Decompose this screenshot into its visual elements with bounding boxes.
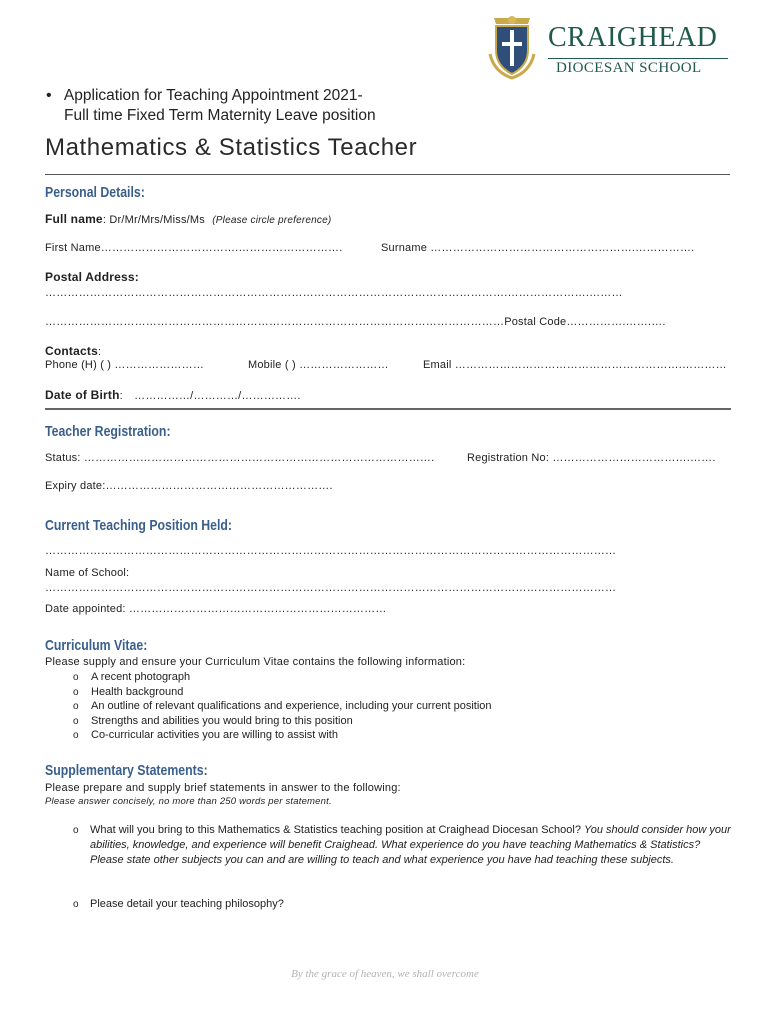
current-position-field[interactable]: ……………………………………………………………………………………………………………………………………… [45,545,617,557]
logo-subtitle: DIOCESAN SCHOOL [556,60,702,76]
dob-row[interactable]: Date of Birth: ……………/…………/……………. [45,388,301,402]
postal-address-line-1[interactable]: …………………………………………………………………………………………………………….………………….……… [45,287,623,299]
application-line-1 [46,87,363,105]
expiry-date-field[interactable]: Expiry date:……………………………………………………. [45,480,333,492]
personal-details-heading: Personal Details: [45,184,145,201]
list-item: o Strengths and abilities you would bring to this position [73,714,353,727]
list-item: o Co-curricular activities you are willing to assist with [73,729,338,742]
full-name-row[interactable]: Full name: Dr/Mr/Mrs/Miss/Ms (Please circle preference) [45,212,332,226]
application-line-2: Full time Fixed Term Maternity Leave position [64,107,376,124]
full-name-options[interactable]: Dr/Mr/Mrs/Miss/Ms [109,214,205,226]
dob-value[interactable]: ……………/…………/……………. [134,390,301,402]
school-name-field[interactable]: ……………………………………………………………………………………………………………………………………… [45,582,617,594]
contacts-label: Contacts [45,344,98,358]
list-marker-icon: o [73,715,79,727]
list-item: o Health background [73,685,184,698]
mobile-field[interactable]: Mobile ( ) …………………… [248,359,389,371]
date-appointed-field[interactable]: Date appointed: …………………………………………………………… [45,603,387,615]
list-item: o A recent photograph [73,671,191,683]
list-marker-icon: o [73,899,79,910]
question-2-text: Please detail your teaching philosophy? [90,898,284,910]
page-title: Mathematics & Statistics Teacher [45,134,418,161]
list-marker-icon: o [73,825,79,836]
question-1-guidance: You should consider how your abilities, knowledge, and experience will benefit Craighead. What experience do you have teaching Mathematics & Statistics? Please state other subjects you can and are willing to teach and what experience you have had teaching these subjects. [90,824,731,866]
dob-label: Date of Birth [45,388,120,402]
postal-address-line-2[interactable]: ……………………………………………………………………………………………………………Postal Code…………….…….…. [45,316,666,328]
logo-name: CRAIGHEAD [548,22,718,53]
supplementary-statements-heading: Supplementary Statements: [45,762,208,779]
postal-address-label: Postal Address: [45,270,139,284]
question-2 [73,897,735,912]
status-field[interactable]: Status: …………………………………………………………………………………. [45,452,435,464]
school-logo [488,14,733,82]
question-1-text: What will you bring to this Mathematics & Statistics teaching position at Craighead Diocesan School? [90,824,585,836]
supplementary-intro: Please prepare and supply brief statements in answer to the following: [45,782,401,794]
list-marker-icon: o [73,686,79,698]
full-name-label: Full name [45,212,103,226]
first-name-field[interactable]: First Name……………………………….………………………. [45,242,343,254]
cv-list [73,671,492,744]
question-1 [73,823,735,868]
list-marker-icon: o [73,701,79,713]
section-divider [45,408,731,410]
contacts-heading: Contacts: [45,344,102,358]
list-marker-icon: o [73,730,79,742]
list-item: o An outline of relevant qualifications and experience, including your current position [73,700,492,713]
supplementary-note: Please answer concisely, no more than 250 words per statement. [45,796,332,807]
list-marker-icon: o [73,672,79,683]
registration-number-field[interactable]: Registration No: ……………………………….……. [467,452,716,464]
logo-divider [548,58,728,59]
phone-field[interactable]: Phone (H) ( ) …………………… [45,359,205,371]
teacher-registration-heading: Teacher Registration: [45,423,171,440]
school-name-label: Name of School: [45,567,130,579]
surname-field[interactable]: Surname ……………………………………………….……………. [381,242,695,254]
crest-icon [488,14,536,80]
full-name-hint: (Please circle preference) [212,215,332,226]
footer-motto: By the grace of heaven, we shall overcome [291,968,479,980]
cv-intro: Please supply and ensure your Curriculum Vitae contains the following information: [45,656,466,668]
title-divider [45,174,730,175]
current-position-heading: Current Teaching Position Held: [45,517,233,534]
application-title: Application for Teaching Appointment 2021- [63,87,363,104]
email-field[interactable]: Email …………………………………………………….………… [423,359,727,371]
bullet-icon: • [46,87,52,104]
curriculum-vitae-heading: Curriculum Vitae: [45,637,148,654]
